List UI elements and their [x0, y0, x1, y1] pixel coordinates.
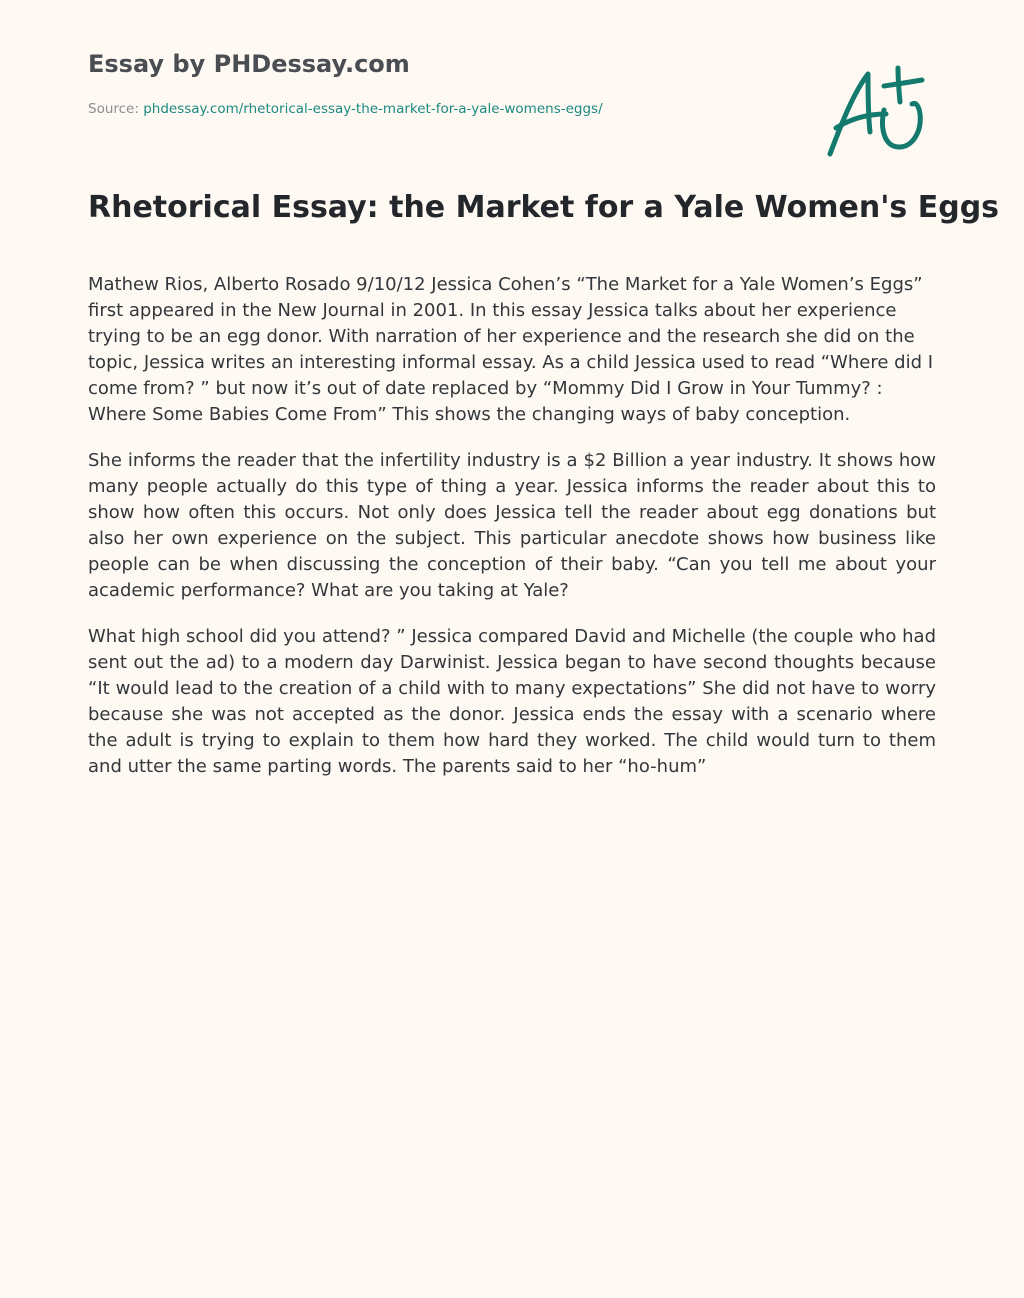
essay-title: Rhetorical Essay: the Market for a Yale Women's Eggs: [88, 190, 1000, 225]
plus-horizontal-stroke: [884, 80, 922, 86]
essay-paragraph: She informs the reader that the infertility industry is a $2 Billion a year industry. It shows how many people actually do this type of thing a year. Jessica informs the reader about this to show how often this occurs. Not only does Jessica tell the reader about egg donations but also her own experience on the subject. This particular anecdote shows how business like people can be when discussing the conception of their baby. “Can you tell me about your academic performance? What are you taking at Yale?: [88, 450, 936, 601]
essay-paragraph: What high school did you attend? ” Jessica compared David and Michelle (the couple who had sent out the ad) to a modern day Darwinist. Jessica began to have second thoughts because “It would lead to the creation of a child with to many expectations” She did not have to worry because she was not accepted as the donor. Jessica ends the essay with a scenario where the adult is trying to explain to them how hard they worked. The child would turn to them and utter the same parting words. The parents said to her “ho-hum”: [88, 626, 936, 777]
a-plus-grade-icon: [822, 62, 932, 162]
essay-body: [88, 272, 936, 800]
source-line: [88, 101, 603, 117]
source-label: Source:: [88, 101, 139, 117]
essay-paragraph: Mathew Rios, Alberto Rosado 9/10/12 Jessica Cohen’s “The Market for a Yale Women’s Eggs” first appeared in the New Journal in 2001. In this essay Jessica talks about her experience trying to be an egg donor. With narration of her experience and the research she did on the topic, Jessica writes an interesting informal essay. As a child Jessica used to read “Where did I come from? ” but now it’s out of date replaced by “Mommy Did I Grow in Your Tummy? : Where Some Babies Come From” This shows the changing ways of baby conception.: [88, 274, 934, 425]
swoosh-stroke: [883, 103, 921, 147]
source-link[interactable]: phdessay.com/rhetorical-essay-the-market-for-a-yale-womens-eggs/: [143, 101, 603, 117]
site-title: Essay by PHDessay.com: [88, 50, 410, 78]
